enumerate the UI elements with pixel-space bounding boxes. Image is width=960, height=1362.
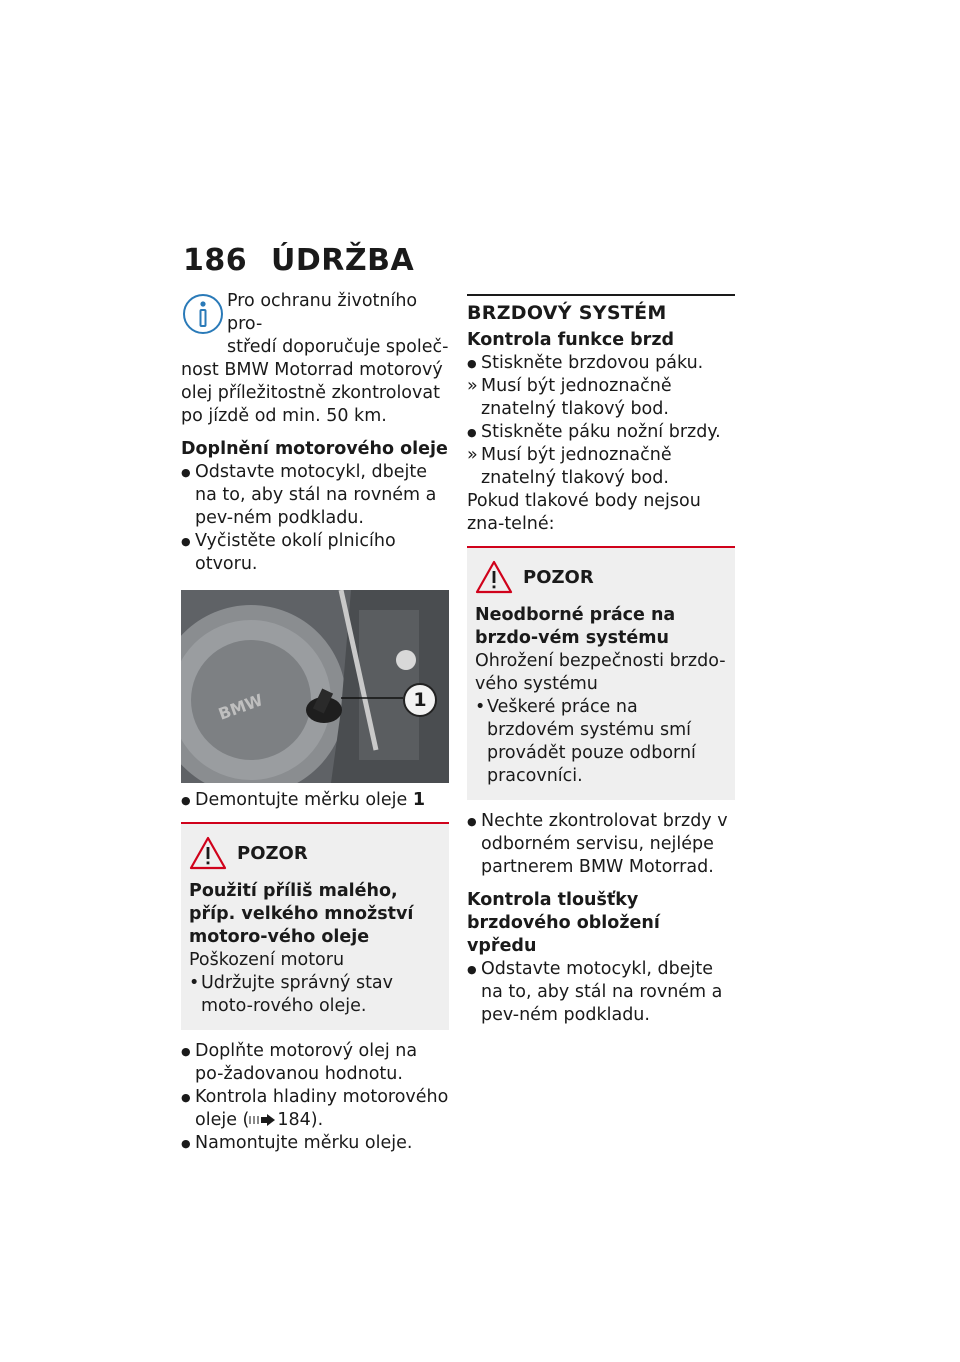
heading-oil-topup: Doplnění motorového oleje: [181, 439, 448, 459]
oil-steps-list-2: [181, 1040, 449, 1109]
oil-steps-list: [181, 461, 449, 576]
info-rest: nost BMW Motorrad motorový olej příležitostně zkontrolovat po jízdě od min. 50 km.: [181, 360, 443, 426]
pad-steps-list: [467, 958, 735, 1027]
engine-photo: [181, 590, 449, 783]
heading-brake-function: Kontrola funkce brzd: [467, 330, 675, 350]
section-title: BRZDOVÝ SYSTÉM: [467, 302, 667, 324]
bmw-cover-logo: BMW: [215, 690, 266, 724]
list-item: [181, 789, 449, 812]
right-column: [467, 290, 735, 1027]
warning-title: Neodborné práce na brzdo-vém systému: [475, 605, 676, 648]
left-column: [181, 290, 449, 1155]
oil-steps-list-3: [181, 1132, 449, 1155]
chapter-title: ÚDRŽBA: [271, 243, 415, 278]
list-item: ● Kontrola hladiny motorového: [181, 1086, 449, 1109]
result-item: » Musí být jednoznačně znatelný tlakový bod.: [467, 444, 735, 490]
xref-page[interactable]: 184).: [277, 1110, 324, 1130]
list-item: • Veškeré práce na brzdovém systému smí provádět pouze odborní pracovníci.: [475, 696, 727, 788]
xref-prefix: oleje (: [195, 1110, 250, 1130]
if-not-text: Pokud tlakové body nejsou zna-telné:: [467, 491, 701, 534]
warning-actions: [475, 696, 727, 788]
warning-label: POZOR: [523, 566, 594, 588]
list-item: ● Stiskněte brzdovou páku.: [467, 352, 735, 375]
warning-consequence: Ohrožení bezpečnosti brzdo-vého systému: [475, 651, 726, 694]
warning-header: [475, 560, 727, 594]
page-header: [183, 243, 414, 278]
info-icon: [181, 292, 225, 336]
warning-header: [189, 836, 441, 870]
warning-triangle-icon: [189, 836, 227, 870]
callout-ref: 1: [412, 790, 426, 810]
page-reference-arrow-icon[interactable]: [249, 1114, 277, 1126]
info-line-1: Pro ochranu životního pro-: [227, 291, 418, 334]
list-item: ● Vyčistěte okolí plnicího otvoru.: [181, 530, 449, 576]
list-item-text: Demontujte měrku oleje: [195, 790, 413, 810]
warning-triangle-icon: [475, 560, 513, 594]
callout-1: 1: [403, 683, 437, 717]
warning-label: POZOR: [237, 842, 308, 864]
warning-box-brakes: [467, 546, 735, 800]
list-item: ● Odstavte motocykl, dbejte na to, aby stál na rovném a pev-ném podkladu.: [181, 461, 449, 530]
warning-title: Použití příliš malého, příp. velkého množství motoro-vého oleje: [189, 881, 414, 947]
dipstick-list: [181, 789, 449, 812]
service-list: [467, 810, 735, 879]
list-item: ● Doplňte motorový olej na po-žadovanou hodnotu.: [181, 1040, 449, 1086]
result-item: » Musí být jednoznačně znatelný tlakový bod.: [467, 375, 735, 421]
warning-actions: [189, 972, 441, 1018]
warning-consequence: Poškození motoru: [189, 950, 345, 970]
xref-line: [181, 1109, 449, 1132]
list-item: ● Nechte zkontrolovat brzdy v odborném servisu, nejlépe partnerem BMW Motorrad.: [467, 810, 735, 879]
list-item: ● Namontujte měrku oleje.: [181, 1132, 449, 1155]
environment-note: [181, 290, 449, 428]
page-number: 186: [183, 243, 248, 278]
list-item: ● Stiskněte páku nožní brzdy.: [467, 421, 735, 444]
info-line-2: středí doporučuje společ-: [227, 337, 449, 357]
list-item: ● Odstavte motocykl, dbejte na to, aby stál na rovném a pev-ném podkladu.: [467, 958, 735, 1027]
section-brake-system: [467, 294, 735, 325]
list-item: • Udržujte správný stav moto-rového oleje.: [189, 972, 441, 1018]
brake-steps-list: [467, 352, 735, 490]
heading-pad-thickness: Kontrola tloušťky brzdového obložení vpředu: [467, 890, 660, 956]
warning-box-oil: [181, 822, 449, 1030]
